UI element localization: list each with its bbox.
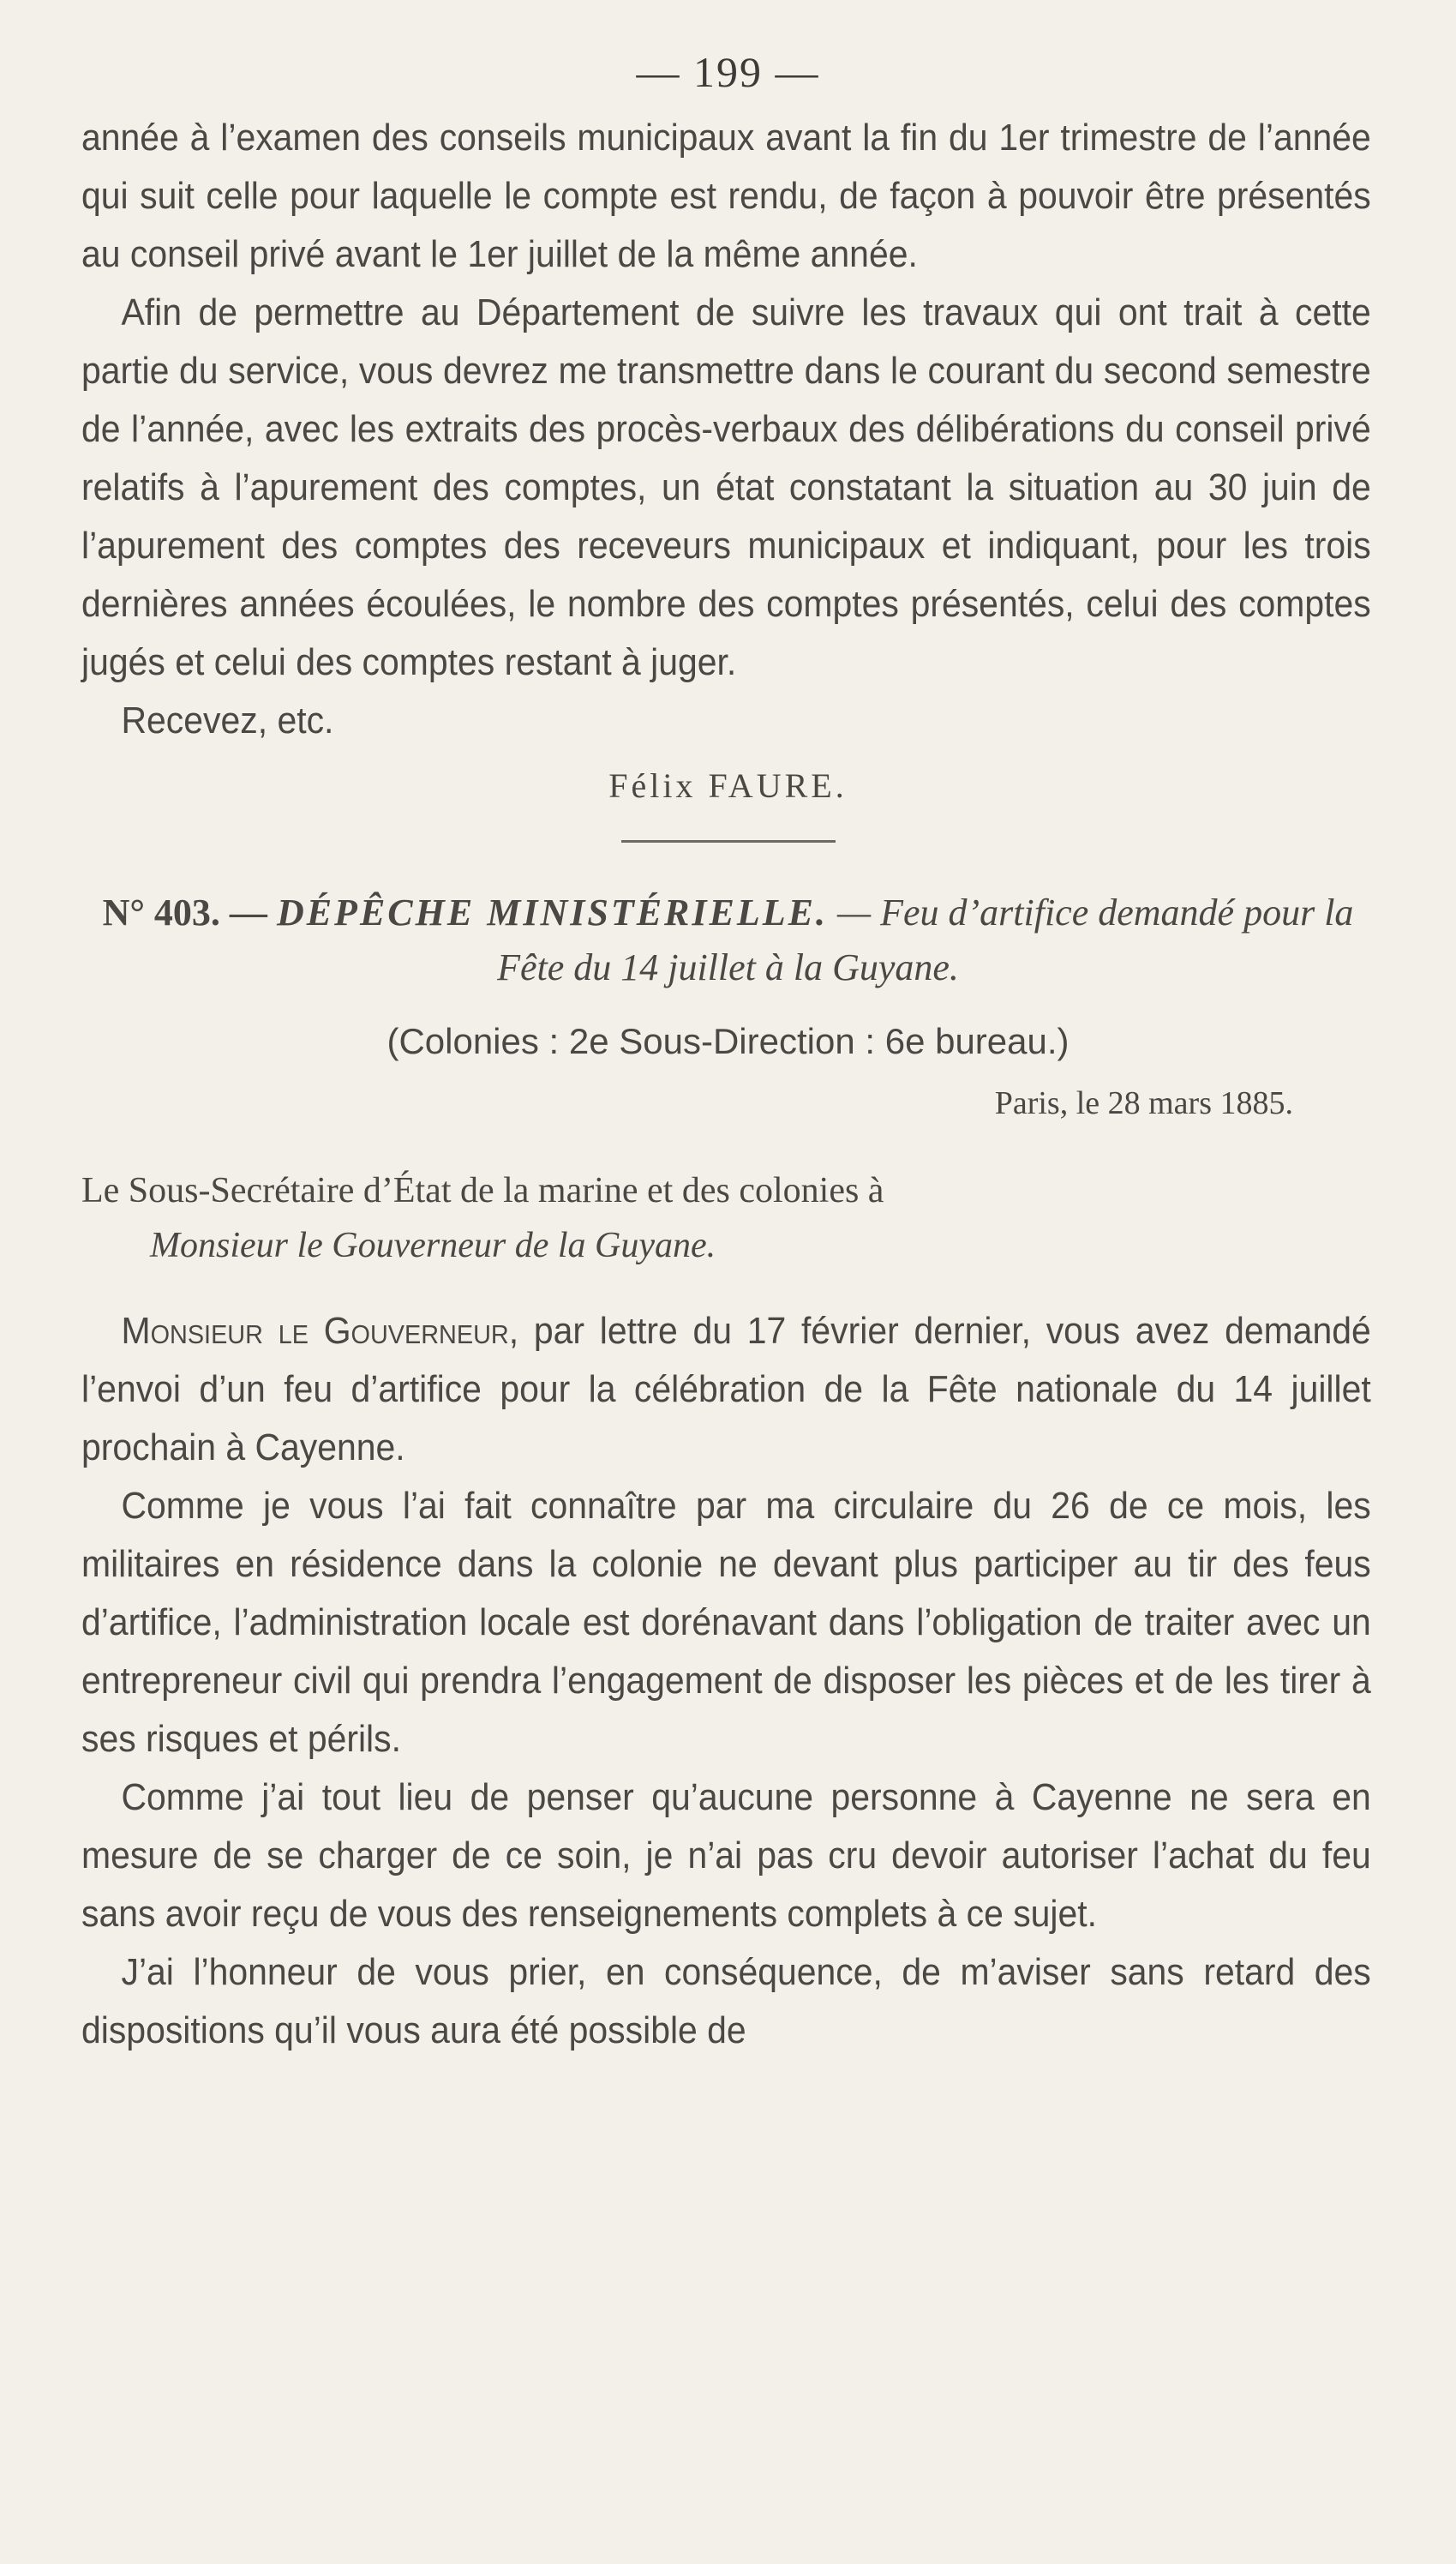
body-paragraph-4: J’ai l’honneur de vous prier, en conséquence, de m’aviser sans retard des dispositions qu’il vous aura été possible de: [81, 1951, 1371, 2051]
address-recipient: Monsieur le Gouverneur de la Guyane.: [150, 1226, 716, 1265]
dispatch-subtitle: — Feu d’artifice demandé pour la Fête du 14 juillet à la Guyane.: [497, 892, 1354, 988]
body-paragraph-1: [81, 1302, 1371, 1477]
page-number: — 199 —: [636, 48, 820, 96]
body-paragraph-3: Comme j’ai tout lieu de penser qu’aucune personne à Cayenne ne sera en mesure de se charger de ce soin, je n’ai pas cru devoir autoriser l’achat du feu sans avoir reçu de vous des renseignements complets à ce sujet.: [81, 1776, 1371, 1935]
dispatch-heading: [81, 886, 1375, 995]
salutation: Monsieur le Gouverneur,: [121, 1310, 519, 1352]
dispatch-title: DÉPÊCHE MINISTÉRIELLE.: [276, 892, 828, 934]
section-divider: [621, 840, 836, 843]
address-sender: Le Sous-Secrétaire d’État de la marine et des colonies à: [81, 1171, 884, 1210]
paragraph-continuation: année à l’examen des conseils municipaux avant la fin du 1er trimestre de l’année qui suit celle pour laquelle le compte est rendu, de façon à pouvoir être présentés au conseil privé avant le 1er juillet de la même année.: [81, 117, 1371, 275]
dispatch-number: N° 403. —: [102, 892, 267, 934]
signature: Félix FAURE.: [608, 766, 848, 805]
dateline: Paris, le 28 mars 1885.: [994, 1085, 1293, 1121]
address-block: [81, 1163, 1375, 1273]
body-paragraph-2: Comme je vous l’ai fait connaître par ma circulaire du 26 de ce mois, les militaires en résidence dans la colonie ne devant plus participer au tir des feus d’artifice, l’administration locale est dorénavant dans l’obligation de traiter avec un entrepreneur civil qui prendra l’engagement de disposer les pièces et de les tirer à ses risques et périls.: [81, 1485, 1371, 1760]
paragraph-closing: Recevez, etc.: [121, 700, 334, 742]
body-paragraph-1-text: par lettre du 17 février dernier, vous avez demandé l’envoi d’un feu d’artifice pour la célébration de la Fête nationale du 14 juillet prochain à Cayenne.: [81, 1310, 1371, 1468]
paragraph-department: Afin de permettre au Département de suivre les travaux qui ont trait à cette partie du service, vous devrez me transmettre dans le courant du second semestre de l’année, avec les extraits des procès-verbaux des délibérations du conseil privé relatifs à l’apurement des comptes, un état constatant la situation au 30 juin de l’apurement des comptes des receveurs municipaux et indiquant, pour les trois dernières années écoulées, le nombre des comptes présentés, celui des comptes jugés et celui des comptes restant à juger.: [81, 291, 1371, 683]
department-line: (Colonies : 2e Sous-Direction : 6e bureau.): [386, 1021, 1070, 1061]
